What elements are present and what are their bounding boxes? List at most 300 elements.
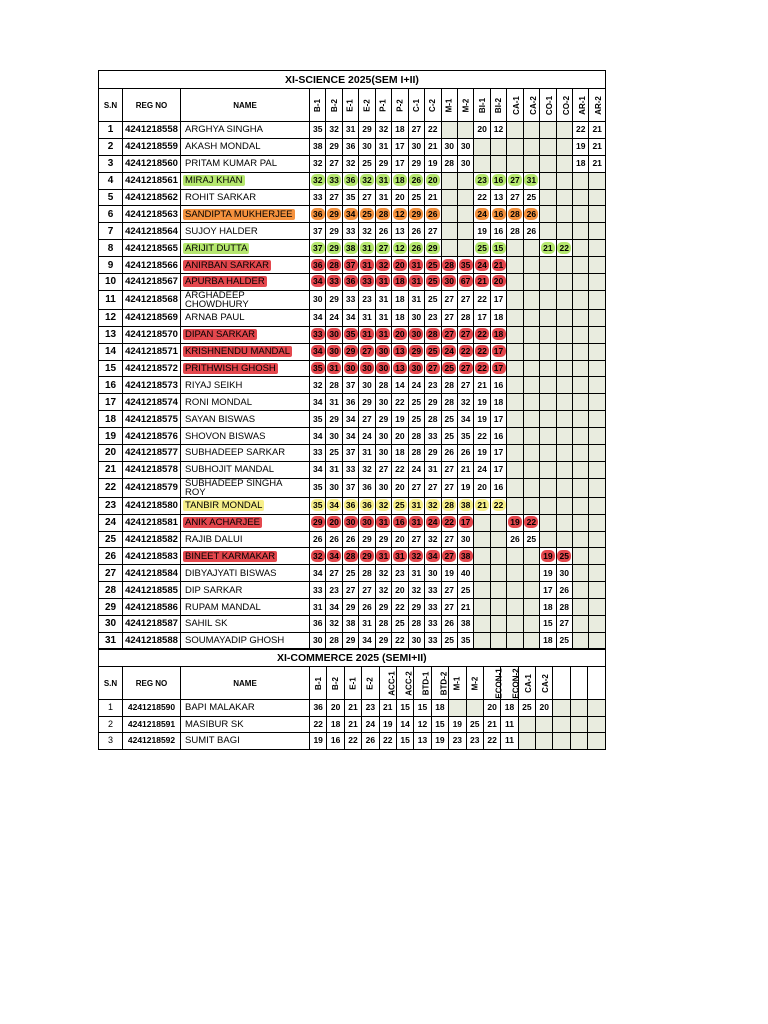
mark-value: 24 <box>329 312 339 323</box>
mark-value: 30 <box>378 482 389 493</box>
mark-cell <box>392 632 408 649</box>
mark-cell <box>556 360 572 377</box>
mark-cell <box>556 290 572 309</box>
mark-cell <box>310 497 326 514</box>
mark-value: 27 <box>426 362 440 374</box>
table-row <box>99 155 606 172</box>
mark-value: 36 <box>344 499 358 511</box>
student-name-cell <box>181 428 310 445</box>
subject-header <box>342 89 358 122</box>
mark-value: 20 <box>395 584 405 595</box>
mark-cell <box>483 733 500 750</box>
reg-number: 4241218576 <box>123 428 181 445</box>
mark-value: 29 <box>345 601 356 612</box>
mark-cell <box>310 206 326 223</box>
mark-value: 24 <box>477 464 487 475</box>
mark-value: 33 <box>345 294 356 305</box>
mark-value: 22 <box>383 735 393 746</box>
mark-value: 21 <box>477 379 487 390</box>
mark-cell <box>425 478 441 497</box>
mark-cell <box>441 377 457 394</box>
mark-cell <box>523 240 539 257</box>
mark-value: 36 <box>313 702 323 713</box>
subject-header-label: CO-2 <box>561 95 571 115</box>
serial-number: 23 <box>99 497 123 514</box>
mark-value: 29 <box>411 158 422 169</box>
mark-value: 31 <box>409 516 423 528</box>
mark-cell <box>474 377 490 394</box>
mark-cell <box>540 616 556 633</box>
mark-cell <box>310 290 326 309</box>
mark-value: 16 <box>393 516 407 528</box>
mark-cell <box>573 223 589 240</box>
mark-value: 18 <box>395 124 405 135</box>
subject-header-label: E-2 <box>365 676 375 690</box>
mark-cell <box>553 716 570 733</box>
mark-value: 31 <box>378 294 389 305</box>
table-row <box>99 478 606 497</box>
mark-cell <box>457 411 473 428</box>
mark-value: 25 <box>411 413 422 424</box>
mark-cell <box>556 240 572 257</box>
mark-cell <box>556 326 572 343</box>
mark-cell <box>359 497 375 514</box>
mark-cell <box>507 565 523 582</box>
mark-cell <box>310 548 326 565</box>
mark-value: 34 <box>311 275 325 287</box>
mark-cell <box>392 428 408 445</box>
mark-cell <box>523 599 539 616</box>
mark-value: 30 <box>329 430 339 441</box>
mark-value: 28 <box>444 158 454 169</box>
subject-header-label: CA-2 <box>528 95 538 115</box>
mark-cell <box>507 394 523 411</box>
mark-value: 12 <box>393 208 407 220</box>
serial-number: 6 <box>99 206 123 223</box>
mark-cell <box>474 155 490 172</box>
mark-cell <box>570 733 587 750</box>
mark-cell <box>490 155 506 172</box>
mark-value: 23 <box>475 174 489 186</box>
mark-cell <box>326 138 342 155</box>
mark-value: 26 <box>345 534 356 545</box>
mark-cell <box>457 445 473 462</box>
mark-value: 13 <box>417 735 428 746</box>
mark-value: 21 <box>475 275 489 287</box>
mark-value: 25 <box>426 259 440 271</box>
serial-number: 19 <box>99 428 123 445</box>
mark-cell <box>589 514 606 531</box>
mark-value: 30 <box>409 328 423 340</box>
subject-header <box>573 89 589 122</box>
mark-value: 21 <box>592 124 602 135</box>
mark-cell <box>310 531 326 548</box>
mark-value: 33 <box>345 225 356 236</box>
table-row <box>99 700 606 717</box>
mark-cell <box>327 733 344 750</box>
serial-number: 31 <box>99 632 123 649</box>
mark-value: 30 <box>559 567 570 578</box>
mark-value: 37 <box>312 225 323 236</box>
mark-cell <box>507 343 523 360</box>
mark-cell <box>490 445 506 462</box>
mark-value: 34 <box>460 413 471 424</box>
mark-value: 28 <box>508 208 522 220</box>
mark-value: 27 <box>411 534 422 545</box>
mark-cell <box>573 290 589 309</box>
mark-cell <box>342 548 358 565</box>
mark-cell <box>362 700 379 717</box>
mark-cell <box>375 122 391 139</box>
mark-value: 20 <box>539 702 549 713</box>
mark-value: 20 <box>492 275 506 287</box>
mark-cell <box>408 428 424 445</box>
mark-cell <box>540 478 556 497</box>
reg-number: 4241218567 <box>123 274 181 291</box>
reg-number: 4241218577 <box>123 445 181 462</box>
student-name: DIPAN SARKAR <box>185 329 256 341</box>
mark-value: 28 <box>378 379 389 390</box>
student-name-cell <box>181 189 310 206</box>
mark-cell <box>589 394 606 411</box>
mark-cell <box>425 122 441 139</box>
mark-cell <box>408 514 424 531</box>
subject-header-label: ECON-2 <box>511 667 521 699</box>
subject-header-label: C-1 <box>411 98 421 112</box>
mark-cell <box>573 138 589 155</box>
serial-number: 18 <box>99 411 123 428</box>
mark-cell <box>540 257 556 274</box>
mark-cell <box>474 172 490 189</box>
mark-value: 20 <box>395 482 405 493</box>
mark-value: 29 <box>344 345 358 357</box>
mark-value: 25 <box>395 618 405 629</box>
table-row <box>99 309 606 326</box>
mark-cell <box>310 326 326 343</box>
mark-value: 19 <box>477 396 487 407</box>
mark-value: 31 <box>362 312 372 323</box>
mark-value: 24 <box>365 718 376 729</box>
serial-number: 11 <box>99 290 123 309</box>
mark-cell <box>457 326 473 343</box>
student-name: SUBHADEEP SINGHA ROY <box>185 477 282 498</box>
mark-value: 25 <box>444 430 454 441</box>
mark-value: 33 <box>428 584 438 595</box>
reg-number: 4241218592 <box>123 733 181 750</box>
mark-cell <box>490 616 506 633</box>
mark-value: 19 <box>444 567 454 578</box>
mark-cell <box>523 582 539 599</box>
serial-number: 10 <box>99 274 123 291</box>
mark-value: 25 <box>345 567 356 578</box>
mark-cell <box>457 616 473 633</box>
mark-value: 22 <box>459 345 473 357</box>
mark-value: 31 <box>376 174 390 186</box>
table-row <box>99 257 606 274</box>
mark-cell <box>540 223 556 240</box>
subject-header-label: M-1 <box>452 676 462 690</box>
mark-value: 31 <box>360 328 374 340</box>
mark-value: 18 <box>395 294 405 305</box>
mark-value: 21 <box>592 141 602 152</box>
mark-cell <box>540 497 556 514</box>
mark-value: 26 <box>444 618 454 629</box>
mark-cell <box>408 240 424 257</box>
mark-value: 36 <box>345 141 356 152</box>
mark-cell <box>466 733 483 750</box>
student-name-cell <box>181 326 310 343</box>
reg-number: 4241218568 <box>123 290 181 309</box>
mark-value: 67 <box>459 275 473 287</box>
mark-value: 29 <box>378 158 389 169</box>
mark-value: 16 <box>492 208 506 220</box>
mark-value: 30 <box>312 294 323 305</box>
mark-value: 18 <box>395 312 405 323</box>
mark-value: 35 <box>311 362 325 374</box>
mark-value: 21 <box>475 499 489 511</box>
mark-value: 11 <box>504 718 514 729</box>
mark-cell <box>536 716 553 733</box>
mark-value: 24 <box>442 345 456 357</box>
mark-value: 17 <box>543 584 553 595</box>
subject-header-label: P-2 <box>395 98 405 112</box>
mark-cell <box>490 565 506 582</box>
mark-cell <box>375 240 391 257</box>
mark-cell <box>457 290 473 309</box>
mark-value: 25 <box>469 718 480 729</box>
student-name-cell <box>181 411 310 428</box>
mark-value: 26 <box>409 174 423 186</box>
mark-cell <box>556 274 572 291</box>
mark-value: 35 <box>311 499 325 511</box>
mark-cell <box>359 514 375 531</box>
mark-cell <box>441 411 457 428</box>
mark-cell <box>556 394 572 411</box>
mark-cell <box>556 445 572 462</box>
student-name: ARNAB PAUL <box>185 312 245 324</box>
student-name: ARGHADEEP CHOWDHURY <box>185 289 249 310</box>
mark-value: 22 <box>442 516 456 528</box>
mark-cell <box>392 223 408 240</box>
mark-cell <box>490 377 506 394</box>
mark-cell <box>359 122 375 139</box>
student-name-cell <box>181 700 310 717</box>
subject-header <box>362 667 379 700</box>
mark-value: 18 <box>393 275 407 287</box>
mark-value: 21 <box>348 718 358 729</box>
mark-value: 25 <box>426 275 440 287</box>
mark-value: 20 <box>426 174 440 186</box>
mark-value: 30 <box>460 158 471 169</box>
mark-value: 29 <box>411 601 422 612</box>
mark-cell <box>310 411 326 428</box>
mark-cell <box>490 599 506 616</box>
mark-cell <box>408 257 424 274</box>
mark-cell <box>392 326 408 343</box>
mark-value: 27 <box>362 413 372 424</box>
mark-value: 19 <box>477 447 487 458</box>
mark-cell <box>490 548 506 565</box>
mark-value: 27 <box>428 482 438 493</box>
mark-cell <box>375 411 391 428</box>
serial-number: 7 <box>99 223 123 240</box>
mark-value: 37 <box>344 259 358 271</box>
mark-cell <box>523 478 539 497</box>
subject-header <box>449 667 466 700</box>
mark-cell <box>392 514 408 531</box>
mark-cell <box>540 514 556 531</box>
mark-cell <box>392 377 408 394</box>
mark-value: 30 <box>411 635 422 646</box>
table-row <box>99 240 606 257</box>
mark-value: 27 <box>360 345 374 357</box>
mark-cell <box>518 700 535 717</box>
mark-cell <box>359 428 375 445</box>
reg-number: 4241218571 <box>123 343 181 360</box>
mark-value: 25 <box>411 396 422 407</box>
student-name: SUBHOJIT MANDAL <box>185 464 275 476</box>
mark-cell <box>326 326 342 343</box>
science-header-row <box>99 89 606 122</box>
mark-cell <box>490 531 506 548</box>
mark-cell <box>589 343 606 360</box>
mark-value: 25 <box>557 550 571 562</box>
mark-cell <box>553 700 570 717</box>
mark-cell <box>457 632 473 649</box>
mark-value: 22 <box>477 430 487 441</box>
serial-number: 2 <box>99 138 123 155</box>
mark-cell <box>589 172 606 189</box>
mark-value: 25 <box>329 447 339 458</box>
mark-cell <box>457 394 473 411</box>
mark-value: 30 <box>460 534 471 545</box>
mark-cell <box>588 733 605 750</box>
mark-value: 32 <box>312 379 323 390</box>
reg-number: 4241218590 <box>123 700 181 717</box>
mark-value: 15 <box>492 242 506 254</box>
mark-cell <box>518 716 535 733</box>
student-name-cell <box>181 548 310 565</box>
mark-value: 35 <box>312 413 323 424</box>
serial-number: 16 <box>99 377 123 394</box>
mark-value: 31 <box>409 275 423 287</box>
mark-cell <box>392 206 408 223</box>
student-name-cell <box>181 478 310 497</box>
student-name: SANDIPTA MUKHERJEE <box>185 208 293 220</box>
student-name-cell <box>181 497 310 514</box>
subject-header <box>359 89 375 122</box>
mark-cell <box>310 428 326 445</box>
mark-cell <box>362 716 379 733</box>
mark-value: 22 <box>395 464 405 475</box>
mark-cell <box>359 189 375 206</box>
mark-cell <box>326 445 342 462</box>
mark-cell <box>474 122 490 139</box>
mark-cell <box>556 428 572 445</box>
student-name-cell <box>181 531 310 548</box>
mark-cell <box>449 733 466 750</box>
mark-value: 20 <box>393 328 407 340</box>
mark-cell <box>474 411 490 428</box>
mark-cell <box>441 461 457 478</box>
reg-number: 4241218580 <box>123 497 181 514</box>
mark-cell <box>359 274 375 291</box>
subject-header <box>518 667 535 700</box>
mark-value: 31 <box>362 447 372 458</box>
mark-value: 27 <box>559 618 570 629</box>
student-name: APURBA HALDER <box>185 276 265 288</box>
mark-value: 18 <box>493 396 504 407</box>
mark-cell <box>457 428 473 445</box>
mark-cell <box>379 716 396 733</box>
mark-value: 31 <box>327 362 341 374</box>
mark-cell <box>342 360 358 377</box>
mark-value: 26 <box>312 534 323 545</box>
mark-value: 20 <box>477 124 487 135</box>
mark-cell <box>441 326 457 343</box>
mark-cell <box>474 394 490 411</box>
mark-cell <box>457 531 473 548</box>
mark-cell <box>310 700 327 717</box>
mark-cell <box>375 445 391 462</box>
mark-cell <box>375 548 391 565</box>
mark-cell <box>441 445 457 462</box>
mark-cell <box>589 290 606 309</box>
mark-cell <box>536 733 553 750</box>
mark-value: 30 <box>329 482 339 493</box>
serial-number: 15 <box>99 360 123 377</box>
mark-value: 32 <box>426 499 440 511</box>
mark-value: 25 <box>442 362 456 374</box>
student-name-cell <box>181 394 310 411</box>
mark-value: 30 <box>312 635 323 646</box>
mark-value: 20 <box>395 430 405 441</box>
mark-cell <box>457 122 473 139</box>
mark-value: 22 <box>477 192 487 202</box>
mark-value: 16 <box>492 174 506 186</box>
mark-value: 23 <box>395 567 405 578</box>
mark-cell <box>556 155 572 172</box>
mark-value: 23 <box>452 735 463 746</box>
mark-cell <box>441 309 457 326</box>
mark-cell <box>589 531 606 548</box>
mark-cell <box>425 274 441 291</box>
mark-cell <box>344 700 361 717</box>
mark-cell <box>474 257 490 274</box>
subject-header-label: M-2 <box>461 98 471 112</box>
mark-cell <box>457 360 473 377</box>
mark-cell <box>523 138 539 155</box>
mark-value: 31 <box>376 550 390 562</box>
mark-value: 31 <box>329 464 339 475</box>
mark-value: 29 <box>428 447 438 458</box>
mark-cell <box>540 445 556 462</box>
mark-cell <box>310 240 326 257</box>
student-name-cell <box>181 514 310 531</box>
mark-value: 36 <box>345 396 356 407</box>
mark-cell <box>310 514 326 531</box>
mark-cell <box>540 531 556 548</box>
mark-value: 27 <box>378 464 389 475</box>
mark-cell <box>441 548 457 565</box>
mark-cell <box>474 138 490 155</box>
mark-value: 33 <box>360 275 374 287</box>
serial-number: 17 <box>99 394 123 411</box>
mark-cell <box>392 548 408 565</box>
mark-value: 30 <box>362 379 372 390</box>
mark-value: 29 <box>378 601 389 612</box>
mark-cell <box>507 122 523 139</box>
